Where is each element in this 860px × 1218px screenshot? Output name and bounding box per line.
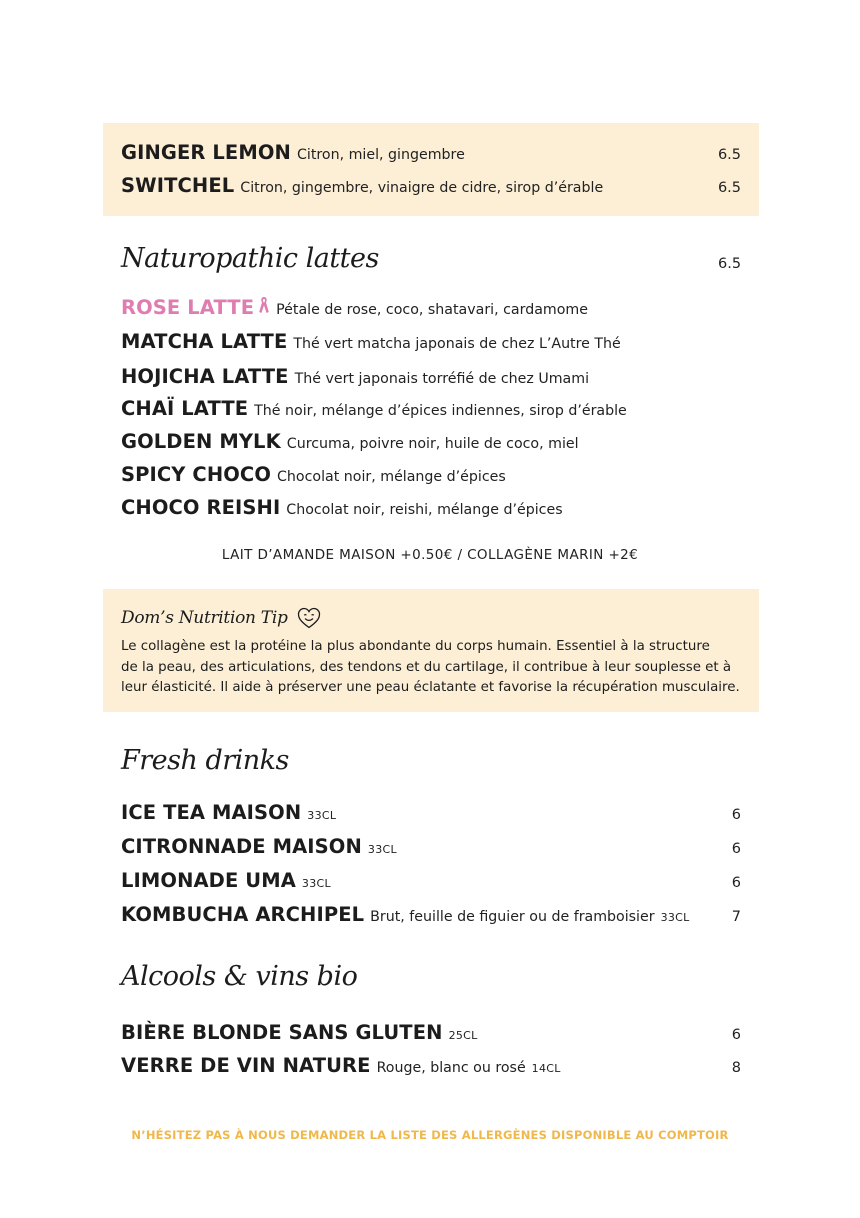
- item-description: Citron, miel, gingembre: [296, 147, 465, 163]
- nutrition-tip-title: [121, 607, 321, 629]
- item-name: CHAÏ LATTE: [121, 397, 249, 420]
- item-price: 6: [731, 807, 741, 823]
- menu-item-ginger-lemon: [121, 141, 741, 164]
- top-drinks-band: [103, 123, 759, 216]
- item-price: 6.5: [717, 180, 741, 196]
- item-name: CHOCO REISHI: [121, 496, 281, 519]
- section-title-lattes: Naturopathic lattes: [121, 243, 379, 274]
- item-name: SWITCHEL: [121, 174, 235, 197]
- item-description: Brut, feuille de figuier ou de framboisier: [370, 909, 655, 925]
- item-description: Thé vert japonais torréfié de chez Umami: [294, 371, 590, 387]
- menu-item-hojicha-latte: [121, 365, 741, 388]
- menu-item-vin: [121, 1054, 741, 1077]
- section-title-fresh: Fresh drinks: [121, 745, 289, 776]
- item-volume: 33CL: [367, 843, 397, 856]
- tip-line: leur élasticité. Il aide à préserver une peau éclatante et favorise la récupération musculaire.: [121, 680, 740, 695]
- menu-item-golden-mylk: [121, 430, 741, 453]
- tip-line: de la peau, des articulations, des tendons et du cartilage, il contribue à leur souplesse et à: [121, 659, 732, 675]
- tip-line: Le collagène est la protéine la plus abondante du corps humain. Essentiel à la structure: [121, 639, 710, 654]
- item-description: Citron, gingembre, vinaigre de cidre, sirop d’érable: [240, 180, 604, 196]
- item-description: Thé noir, mélange d’épices indiennes, sirop d’érable: [254, 403, 627, 419]
- item-description: Chocolat noir, reishi, mélange d’épices: [286, 502, 563, 518]
- item-name: KOMBUCHA ARCHIPEL: [121, 903, 365, 926]
- item-name: HOJICHA LATTE: [121, 365, 289, 388]
- menu-item-rose-latte: [121, 296, 741, 319]
- heart-smile-icon: [297, 607, 321, 629]
- item-name: CITRONNADE MAISON: [121, 835, 362, 858]
- nutrition-tip-text: [121, 637, 745, 699]
- section-title-alcohol: Alcools & vins bio: [121, 961, 358, 992]
- item-description: Pétale de rose, coco, shatavari, cardamome: [276, 302, 588, 318]
- item-price: 6: [731, 1027, 741, 1043]
- item-name: LIMONADE UMA: [121, 869, 296, 892]
- menu-item-spicy-choco: [121, 463, 741, 486]
- item-price: 7: [731, 909, 741, 925]
- menu-item-chai-latte: [121, 397, 741, 420]
- item-name: BIÈRE BLONDE SANS GLUTEN: [121, 1021, 443, 1044]
- latte-supplements: LAIT D’AMANDE MAISON +0.50€ / COLLAGÈNE MARIN +2€: [221, 547, 639, 563]
- item-price: 8: [731, 1060, 741, 1076]
- item-volume: 25CL: [448, 1029, 478, 1042]
- item-name: ROSE LATTE: [121, 296, 255, 319]
- item-description: Chocolat noir, mélange d’épices: [277, 469, 506, 485]
- item-price: 6: [731, 841, 741, 857]
- nutrition-tip-title-text: Dom’s Nutrition Tip: [121, 608, 288, 628]
- item-volume: 33CL: [307, 809, 337, 822]
- pink-ribbon-icon: [258, 296, 270, 314]
- item-price: 6.5: [717, 147, 741, 163]
- menu-item-ice-tea: [121, 801, 741, 824]
- allergen-notice: N’HÉSITEZ PAS À NOUS DEMANDER LA LISTE DES ALLERGÈNES DISPONIBLE AU COMPTOIR: [131, 1128, 729, 1142]
- item-volume: 33CL: [660, 911, 690, 924]
- item-volume: 14CL: [531, 1062, 561, 1075]
- item-name: VERRE DE VIN NATURE: [121, 1054, 371, 1077]
- menu-item-biere: [121, 1021, 741, 1044]
- item-name: GINGER LEMON: [121, 141, 291, 164]
- item-name: SPICY CHOCO: [121, 463, 272, 486]
- menu-item-matcha-latte: [121, 330, 741, 353]
- item-description: Thé vert matcha japonais de chez L’Autre Thé: [293, 336, 621, 352]
- menu-item-switchel: [121, 174, 741, 197]
- item-description: Curcuma, poivre noir, huile de coco, miel: [286, 436, 579, 452]
- menu-item-kombucha: [121, 903, 741, 926]
- menu-item-choco-reishi: [121, 496, 741, 519]
- item-name: ICE TEA MAISON: [121, 801, 302, 824]
- item-price: 6: [731, 875, 741, 891]
- item-name: GOLDEN MYLK: [121, 430, 281, 453]
- section-price-lattes: 6.5: [718, 256, 742, 272]
- item-name: MATCHA LATTE: [121, 330, 288, 353]
- item-description: Rouge, blanc ou rosé: [376, 1060, 526, 1076]
- menu-item-limonade: [121, 869, 741, 892]
- item-volume: 33CL: [301, 877, 331, 890]
- menu-item-citronnade: [121, 835, 741, 858]
